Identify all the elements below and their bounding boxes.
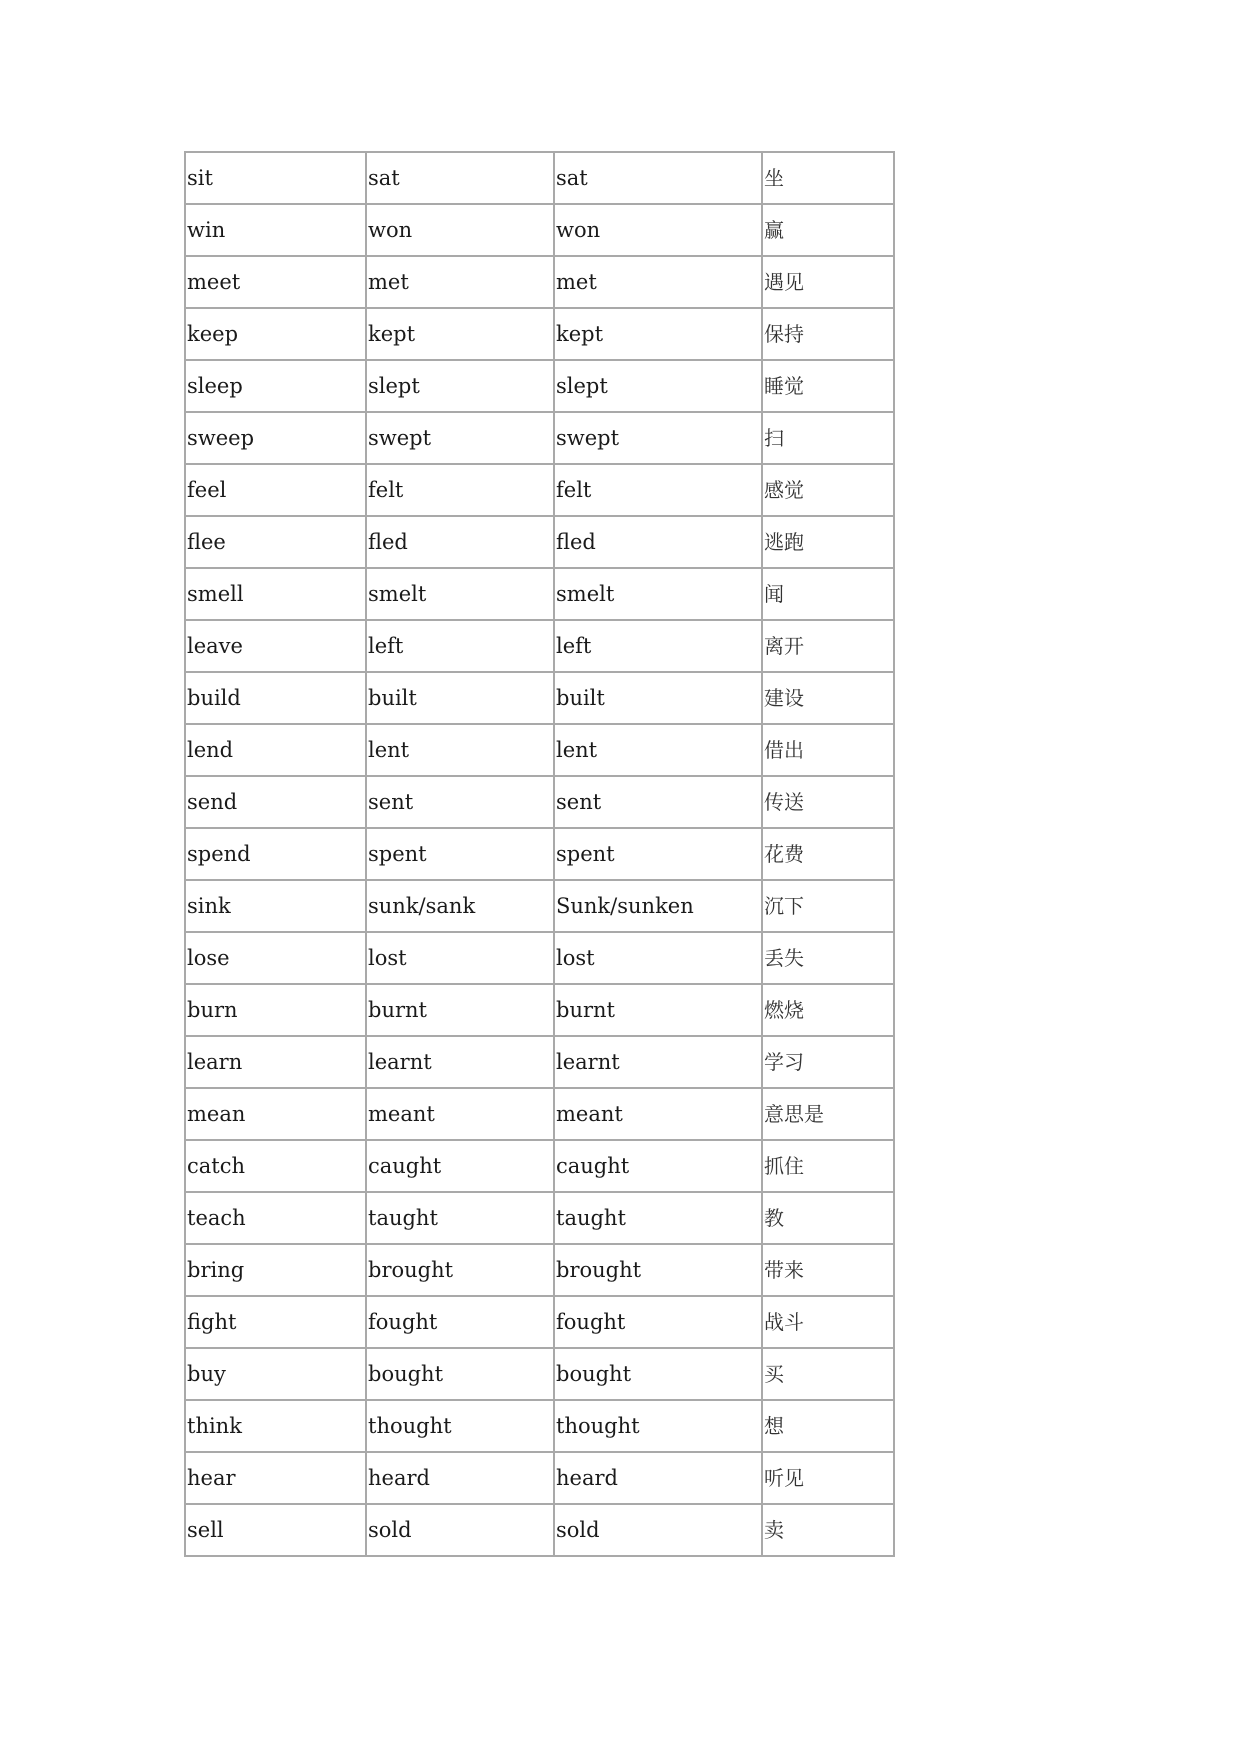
table-row (185, 1140, 894, 1192)
table-row (185, 308, 894, 360)
chinese-meaning-cell: 赢 (762, 204, 894, 256)
past-participle-cell: lost (554, 932, 762, 984)
base-form-cell: buy (185, 1348, 366, 1400)
table-row (185, 516, 894, 568)
past-participle-cell: burnt (554, 984, 762, 1036)
past-participle-cell: meant (554, 1088, 762, 1140)
chinese-meaning-cell: 逃跑 (762, 516, 894, 568)
past-participle-cell: smelt (554, 568, 762, 620)
chinese-meaning-cell: 建设 (762, 672, 894, 724)
past-tense-cell: bought (366, 1348, 554, 1400)
past-tense-cell: sat (366, 152, 554, 204)
chinese-meaning-cell: 战斗 (762, 1296, 894, 1348)
table-row (185, 1452, 894, 1504)
past-tense-cell: lent (366, 724, 554, 776)
chinese-meaning-cell: 扫 (762, 412, 894, 464)
base-form-cell: sit (185, 152, 366, 204)
past-tense-cell: burnt (366, 984, 554, 1036)
past-participle-cell: slept (554, 360, 762, 412)
chinese-meaning-cell: 学习 (762, 1036, 894, 1088)
verb-table-body (185, 152, 894, 1556)
past-participle-cell: caught (554, 1140, 762, 1192)
base-form-cell: think (185, 1400, 366, 1452)
base-form-cell: mean (185, 1088, 366, 1140)
base-form-cell: meet (185, 256, 366, 308)
past-participle-cell: kept (554, 308, 762, 360)
base-form-cell: lose (185, 932, 366, 984)
base-form-cell: send (185, 776, 366, 828)
past-tense-cell: swept (366, 412, 554, 464)
past-participle-cell: taught (554, 1192, 762, 1244)
table-row (185, 1400, 894, 1452)
base-form-cell: hear (185, 1452, 366, 1504)
chinese-meaning-cell: 带来 (762, 1244, 894, 1296)
table-row (185, 880, 894, 932)
past-participle-cell: thought (554, 1400, 762, 1452)
base-form-cell: catch (185, 1140, 366, 1192)
table-row (185, 1036, 894, 1088)
table-row (185, 568, 894, 620)
chinese-meaning-cell: 卖 (762, 1504, 894, 1556)
past-participle-cell: heard (554, 1452, 762, 1504)
base-form-cell: feel (185, 464, 366, 516)
base-form-cell: sleep (185, 360, 366, 412)
table-row (185, 984, 894, 1036)
past-participle-cell: felt (554, 464, 762, 516)
past-participle-cell: sat (554, 152, 762, 204)
chinese-meaning-cell: 意思是 (762, 1088, 894, 1140)
table-row (185, 776, 894, 828)
past-tense-cell: met (366, 256, 554, 308)
past-participle-cell: Sunk/sunken (554, 880, 762, 932)
base-form-cell: bring (185, 1244, 366, 1296)
chinese-meaning-cell: 抓住 (762, 1140, 894, 1192)
past-tense-cell: won (366, 204, 554, 256)
past-tense-cell: lost (366, 932, 554, 984)
past-participle-cell: built (554, 672, 762, 724)
past-participle-cell: bought (554, 1348, 762, 1400)
chinese-meaning-cell: 听见 (762, 1452, 894, 1504)
table-row (185, 932, 894, 984)
table-row (185, 1504, 894, 1556)
table-row (185, 1296, 894, 1348)
past-participle-cell: sold (554, 1504, 762, 1556)
past-participle-cell: fled (554, 516, 762, 568)
past-tense-cell: felt (366, 464, 554, 516)
table-row (185, 256, 894, 308)
table-row (185, 724, 894, 776)
chinese-meaning-cell: 睡觉 (762, 360, 894, 412)
past-participle-cell: brought (554, 1244, 762, 1296)
past-tense-cell: built (366, 672, 554, 724)
past-tense-cell: taught (366, 1192, 554, 1244)
past-participle-cell: fought (554, 1296, 762, 1348)
past-participle-cell: met (554, 256, 762, 308)
past-tense-cell: sold (366, 1504, 554, 1556)
past-tense-cell: meant (366, 1088, 554, 1140)
chinese-meaning-cell: 离开 (762, 620, 894, 672)
past-tense-cell: sent (366, 776, 554, 828)
base-form-cell: sweep (185, 412, 366, 464)
base-form-cell: sink (185, 880, 366, 932)
past-tense-cell: fled (366, 516, 554, 568)
chinese-meaning-cell: 闻 (762, 568, 894, 620)
base-form-cell: teach (185, 1192, 366, 1244)
chinese-meaning-cell: 借出 (762, 724, 894, 776)
base-form-cell: keep (185, 308, 366, 360)
chinese-meaning-cell: 教 (762, 1192, 894, 1244)
chinese-meaning-cell: 遇见 (762, 256, 894, 308)
past-participle-cell: learnt (554, 1036, 762, 1088)
chinese-meaning-cell: 保持 (762, 308, 894, 360)
table-row (185, 1192, 894, 1244)
base-form-cell: smell (185, 568, 366, 620)
table-row (185, 620, 894, 672)
past-tense-cell: thought (366, 1400, 554, 1452)
past-participle-cell: sent (554, 776, 762, 828)
base-form-cell: learn (185, 1036, 366, 1088)
chinese-meaning-cell: 想 (762, 1400, 894, 1452)
table-row (185, 1348, 894, 1400)
base-form-cell: flee (185, 516, 366, 568)
table-row (185, 360, 894, 412)
chinese-meaning-cell: 燃烧 (762, 984, 894, 1036)
past-participle-cell: left (554, 620, 762, 672)
table-row (185, 204, 894, 256)
past-participle-cell: swept (554, 412, 762, 464)
past-tense-cell: spent (366, 828, 554, 880)
past-tense-cell: caught (366, 1140, 554, 1192)
past-participle-cell: spent (554, 828, 762, 880)
base-form-cell: leave (185, 620, 366, 672)
base-form-cell: lend (185, 724, 366, 776)
chinese-meaning-cell: 丢失 (762, 932, 894, 984)
table-row (185, 672, 894, 724)
chinese-meaning-cell: 买 (762, 1348, 894, 1400)
base-form-cell: build (185, 672, 366, 724)
chinese-meaning-cell: 花费 (762, 828, 894, 880)
table-row (185, 1088, 894, 1140)
past-tense-cell: brought (366, 1244, 554, 1296)
past-tense-cell: fought (366, 1296, 554, 1348)
table-row (185, 412, 894, 464)
past-participle-cell: won (554, 204, 762, 256)
table-row (185, 152, 894, 204)
past-tense-cell: slept (366, 360, 554, 412)
past-tense-cell: left (366, 620, 554, 672)
chinese-meaning-cell: 感觉 (762, 464, 894, 516)
past-tense-cell: smelt (366, 568, 554, 620)
past-tense-cell: heard (366, 1452, 554, 1504)
past-tense-cell: sunk/sank (366, 880, 554, 932)
chinese-meaning-cell: 传送 (762, 776, 894, 828)
table-row (185, 828, 894, 880)
chinese-meaning-cell: 坐 (762, 152, 894, 204)
base-form-cell: spend (185, 828, 366, 880)
past-tense-cell: learnt (366, 1036, 554, 1088)
past-tense-cell: kept (366, 308, 554, 360)
past-participle-cell: lent (554, 724, 762, 776)
chinese-meaning-cell: 沉下 (762, 880, 894, 932)
base-form-cell: fight (185, 1296, 366, 1348)
base-form-cell: burn (185, 984, 366, 1036)
base-form-cell: win (185, 204, 366, 256)
table-row (185, 1244, 894, 1296)
table-row (185, 464, 894, 516)
irregular-verb-table (184, 151, 895, 1557)
base-form-cell: sell (185, 1504, 366, 1556)
